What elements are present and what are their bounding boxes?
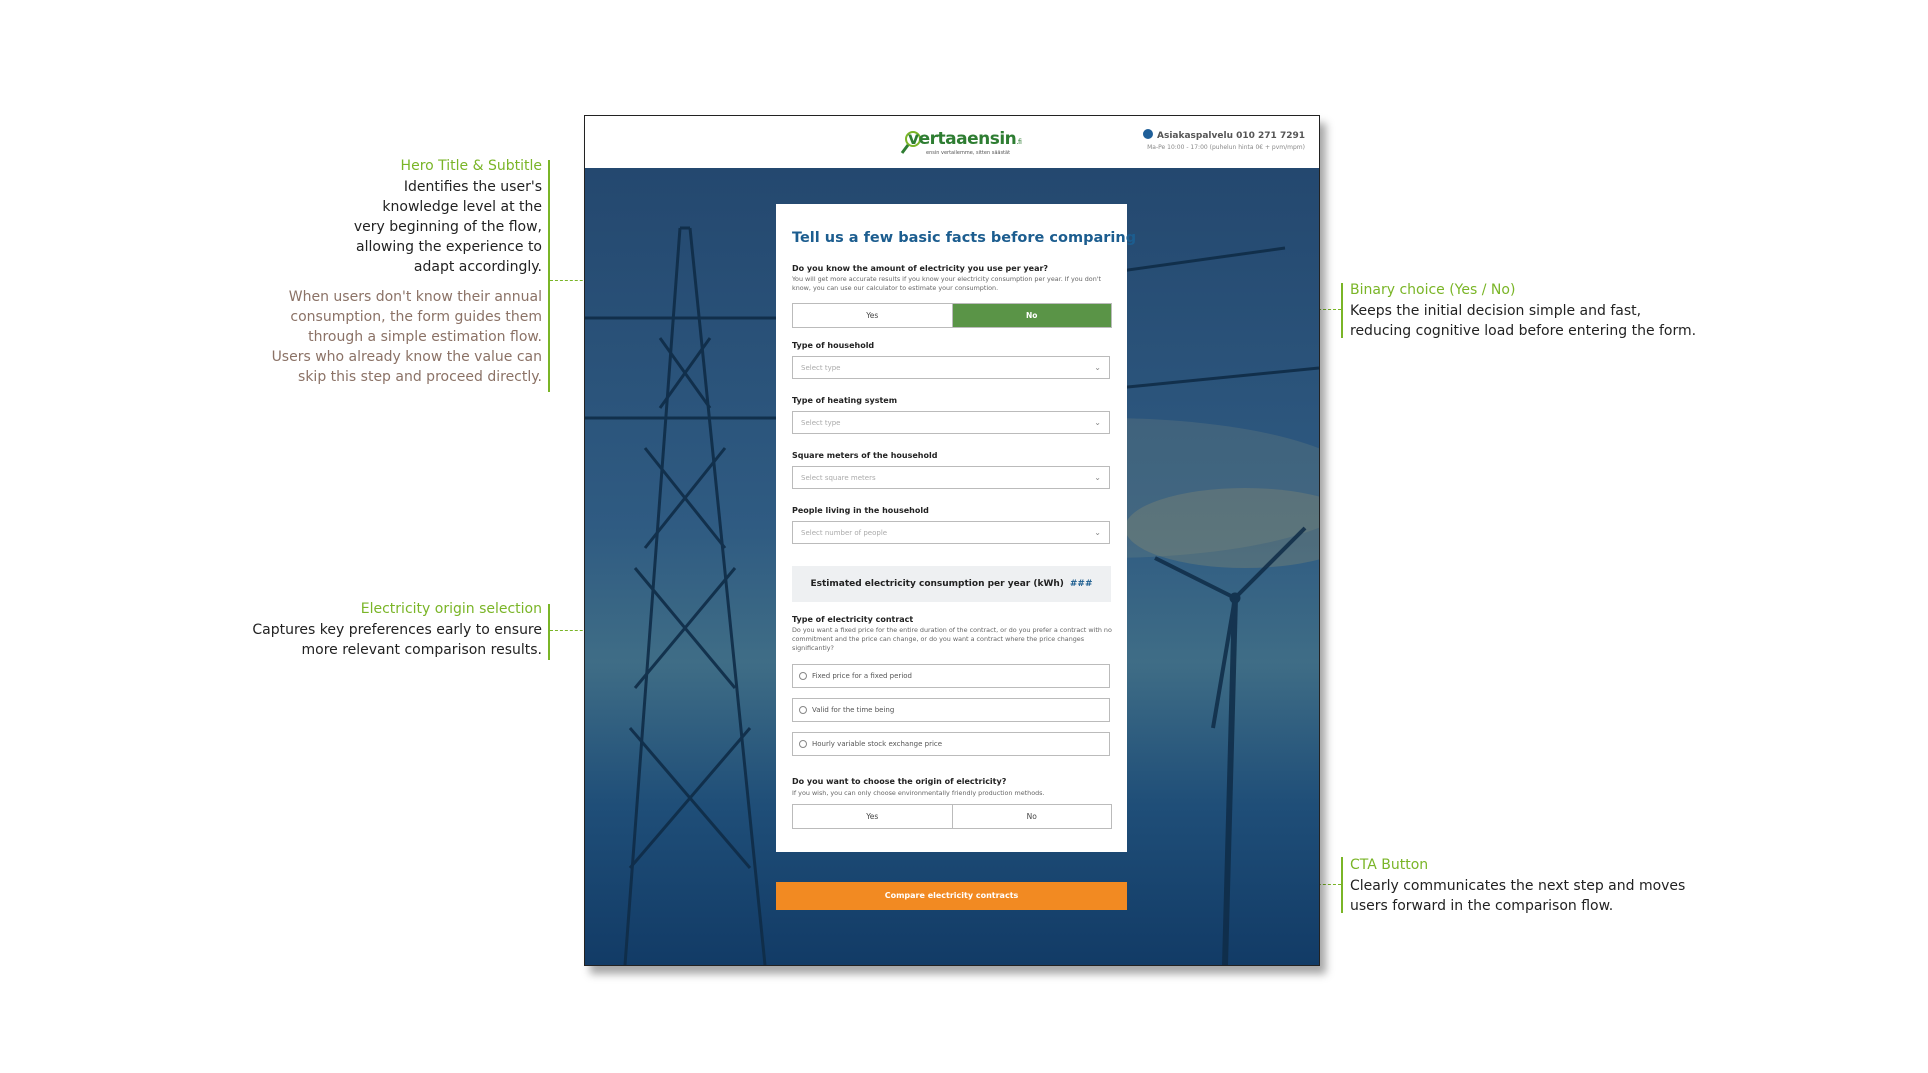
- contact-label: Asiakaspalvelu 010 271 7291: [1157, 131, 1305, 141]
- annotation-origin-body: [202, 620, 542, 660]
- heating-select[interactable]: [792, 411, 1110, 434]
- customer-service[interactable]: [1143, 129, 1305, 151]
- household-placeholder: Select type: [801, 364, 841, 372]
- estimate-label: Estimated electricity consumption per year (kWh): [810, 579, 1064, 589]
- annotation-cta-title: CTA Button: [1350, 857, 1429, 873]
- people-select[interactable]: [792, 521, 1110, 544]
- annotation-line: When users don't know their annual: [288, 289, 542, 305]
- annotation-line: Clearly communicates the next step and moves: [1350, 878, 1686, 894]
- customer-service-hours: Ma-Pe 10:00 - 17:00 (puhelun hinta 0€ + pvm/mpm): [1147, 144, 1305, 151]
- annotation-line: consumption, the form guides them: [290, 309, 542, 325]
- heating-label: Type of heating system: [792, 396, 898, 405]
- consumption-yes-button[interactable]: Yes: [866, 311, 879, 320]
- annotation-line: Captures key preferences early to ensure: [252, 622, 542, 638]
- estimate-value: ###: [1069, 579, 1093, 589]
- logo-suffix: .fi: [1016, 138, 1022, 146]
- people-label: People living in the household: [792, 506, 929, 515]
- form-title: Tell us a few basic facts before comparing: [792, 230, 1137, 246]
- annotation-cta: [1350, 857, 1770, 916]
- site-logo[interactable]: [900, 129, 1022, 159]
- annotation-line: skip this step and proceed directly.: [298, 369, 542, 385]
- annotation-binary: [1350, 282, 1770, 341]
- annotation-origin-bar: [548, 604, 550, 660]
- consumption-help: You will get more accurate results if you know your electricity consumption per year. If you don't know, you can use our calculator to estimate your consumption.: [792, 275, 1102, 292]
- annotation-line: adapt accordingly.: [413, 259, 542, 275]
- annotation-hero-body: [222, 177, 542, 277]
- annotation-cta-bar: [1341, 857, 1343, 913]
- mockup-frame: [584, 115, 1320, 966]
- contract-option-label: Hourly variable stock exchange price: [812, 740, 943, 748]
- form-card: [776, 204, 1137, 852]
- phone-icon: [1143, 129, 1153, 139]
- sqm-placeholder: Select square meters: [801, 474, 876, 482]
- annotation-line: Users who already know the value can: [271, 349, 542, 365]
- logo-tagline: ensin vertailemme, sitten säästät: [926, 150, 1011, 156]
- annotation-hero: [222, 158, 542, 387]
- annotation-hero-bar: [548, 160, 550, 392]
- radio-icon: [799, 706, 807, 714]
- origin-help: If you wish, you can only choose environmentally friendly production methods.: [792, 789, 1045, 797]
- annotation-binary-title: Binary choice (Yes / No): [1350, 282, 1516, 298]
- chevron-down-icon: ⌄: [1094, 473, 1101, 482]
- contract-label: Type of electricity contract: [792, 615, 914, 624]
- site-header: [585, 116, 1319, 168]
- annotation-line: through a simple estimation flow.: [308, 329, 542, 345]
- annotation-hero-title: Hero Title & Subtitle: [400, 158, 542, 174]
- household-label: Type of household: [792, 341, 875, 350]
- annotation-hero-secondary: [222, 287, 542, 387]
- annotation-cta-body: [1350, 876, 1770, 916]
- annotation-binary-bar: [1341, 283, 1343, 338]
- heating-placeholder: Select type: [801, 419, 841, 427]
- compare-contracts-button[interactable]: Compare electricity contracts: [776, 882, 1127, 910]
- consumption-known-toggle: [792, 303, 1112, 328]
- annotation-line: more relevant comparison results.: [301, 642, 542, 658]
- people-placeholder: Select number of people: [801, 529, 888, 537]
- estimated-consumption: [792, 566, 1111, 602]
- contract-option-valid[interactable]: [792, 698, 1110, 722]
- consumption-question: Do you know the amount of electricity you use per year?: [792, 264, 1049, 273]
- contract-option-fixed[interactable]: [792, 664, 1110, 688]
- household-select[interactable]: [792, 356, 1110, 379]
- contract-option-label: Fixed price for a fixed period: [812, 672, 912, 680]
- sqm-select[interactable]: [792, 466, 1110, 489]
- logo-text: vertaaensin: [908, 129, 1017, 149]
- chevron-down-icon: ⌄: [1094, 418, 1101, 427]
- annotation-line: users forward in the comparison flow.: [1350, 898, 1614, 914]
- annotation-line: very beginning of the flow,: [353, 219, 542, 235]
- contract-option-hourly[interactable]: [792, 732, 1110, 756]
- annotation-line: Identifies the user's: [403, 179, 542, 195]
- annotation-origin: [202, 601, 542, 660]
- annotation-line: knowledge level at the: [382, 199, 542, 215]
- origin-toggle: [792, 804, 1112, 829]
- annotation-line: allowing the experience to: [356, 239, 542, 255]
- logo-wordmark: [908, 129, 1021, 149]
- chevron-down-icon: ⌄: [1094, 363, 1101, 372]
- origin-yes-button[interactable]: Yes: [866, 812, 879, 821]
- annotation-line: reducing cognitive load before entering the form.: [1350, 323, 1697, 339]
- chevron-down-icon: ⌄: [1094, 528, 1101, 537]
- radio-icon: [799, 672, 807, 680]
- consumption-no-button[interactable]: No: [952, 304, 1112, 327]
- customer-service-phone: [1143, 129, 1305, 141]
- origin-no-button[interactable]: No: [952, 805, 1112, 828]
- contract-option-label: Valid for the time being: [812, 706, 895, 714]
- sqm-label: Square meters of the household: [792, 451, 938, 460]
- radio-icon: [799, 740, 807, 748]
- annotation-origin-title: Electricity origin selection: [360, 601, 542, 617]
- contract-help: Do you want a fixed price for the entire duration of the contract, or do you prefer a contract with no commitment and the price can change, or do you want a contract where the price changes significantly?: [792, 626, 1112, 652]
- origin-question: Do you want to choose the origin of electricity?: [792, 777, 1007, 786]
- annotation-line: Keeps the initial decision simple and fast,: [1350, 303, 1642, 319]
- annotation-binary-body: [1350, 301, 1770, 341]
